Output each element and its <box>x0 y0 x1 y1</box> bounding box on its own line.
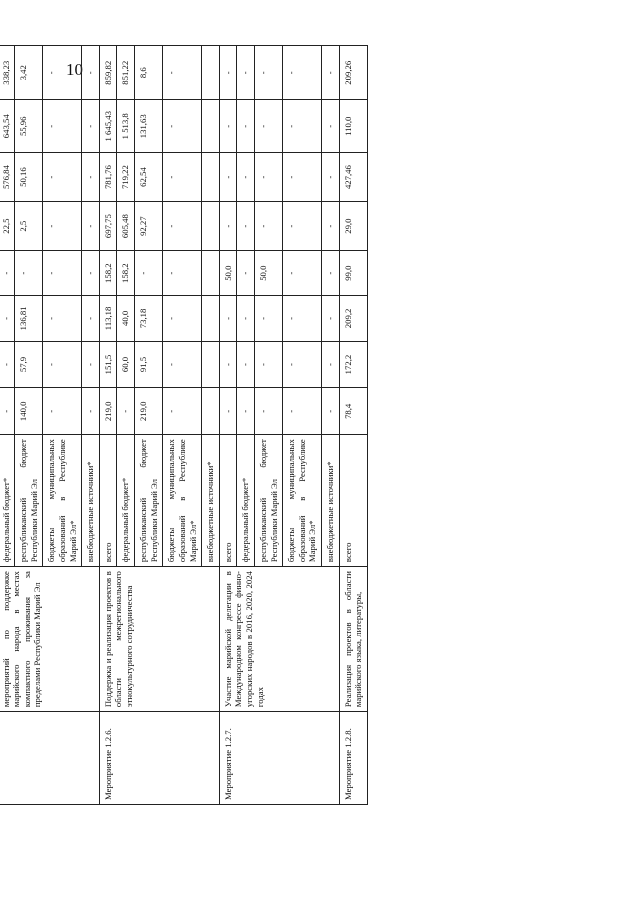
amount-cell: 427,46 <box>339 153 367 202</box>
amount-cell: 50,0 <box>254 251 282 296</box>
amount-cell: 60,0 <box>117 341 135 388</box>
amount-cell: - <box>43 388 82 435</box>
amount-cell: 50,0 <box>219 251 237 296</box>
amount-cell: - <box>163 388 202 435</box>
amount-cell: - <box>283 46 322 100</box>
funding-source-cell: республиканский бюджет Республики Марий Эл <box>15 435 43 567</box>
amount-cell: 62,54 <box>135 153 163 202</box>
amount-cell: - <box>82 153 100 202</box>
amount-cell: 719,22 <box>117 153 135 202</box>
measure-number-cell: Мероприятие 1.2.8. <box>339 712 367 805</box>
measure-number-cell: Мероприятие 1.2.6. <box>99 712 219 805</box>
amount-cell: 172,2 <box>339 341 367 388</box>
amount-cell: 3,42 <box>15 46 43 100</box>
amount-cell: - <box>43 251 82 296</box>
amount-cell: 158,2 <box>117 251 135 296</box>
amount-cell: 209,26 <box>339 46 367 100</box>
amount-cell <box>202 251 220 296</box>
amount-cell: - <box>237 341 255 388</box>
measure-number-cell <box>0 712 99 805</box>
funding-source-cell: бюджеты муниципальных образований в Республике Марий Эл* <box>43 435 82 567</box>
amount-cell <box>202 100 220 153</box>
measure-description-cell: Участие марийской делегации в Международном конгрессе финно-угорских народов в 2016, 2020, 2024 годах <box>219 567 339 712</box>
page-number: 10 <box>66 60 83 79</box>
funding-source-cell: бюджеты муниципальных образований в Республике Марий Эл* <box>283 435 322 567</box>
amount-cell: - <box>254 100 282 153</box>
amount-cell: - <box>163 153 202 202</box>
table-row <box>99 46 117 805</box>
amount-cell <box>202 388 220 435</box>
amount-cell: - <box>283 388 322 435</box>
funding-source-cell: республиканский бюджет Республики Марий Эл <box>254 435 282 567</box>
amount-cell: 151,5 <box>99 341 117 388</box>
amount-cell: 219,0 <box>99 388 117 435</box>
amount-cell: 643,54 <box>0 100 15 153</box>
table-row <box>0 46 15 805</box>
amount-cell: - <box>82 341 100 388</box>
amount-cell: - <box>43 296 82 341</box>
amount-cell: - <box>117 388 135 435</box>
amount-cell: - <box>322 388 340 435</box>
amount-cell <box>202 341 220 388</box>
amount-cell: - <box>283 341 322 388</box>
amount-cell: - <box>283 153 322 202</box>
amount-cell: - <box>254 202 282 251</box>
amount-cell: 55,96 <box>15 100 43 153</box>
table-body <box>0 46 367 805</box>
amount-cell: - <box>322 46 340 100</box>
amount-cell: - <box>237 202 255 251</box>
amount-cell: - <box>219 388 237 435</box>
measure-number-cell: Мероприятие 1.2.7. <box>219 712 339 805</box>
funding-source-cell: всего <box>339 435 367 567</box>
amount-cell: - <box>322 341 340 388</box>
amount-cell: - <box>237 46 255 100</box>
amount-cell: - <box>0 251 15 296</box>
funding-source-cell: федеральный бюджет* <box>117 435 135 567</box>
amount-cell: - <box>219 202 237 251</box>
amount-cell: 158,2 <box>99 251 117 296</box>
amount-cell: - <box>219 153 237 202</box>
amount-cell: - <box>237 296 255 341</box>
funding-source-cell: федеральный бюджет* <box>0 435 15 567</box>
amount-cell: 73,18 <box>135 296 163 341</box>
amount-cell: - <box>163 296 202 341</box>
amount-cell: - <box>283 100 322 153</box>
table-row <box>219 46 237 805</box>
amount-cell: - <box>254 46 282 100</box>
amount-cell: 40,0 <box>117 296 135 341</box>
amount-cell: - <box>82 46 100 100</box>
amount-cell: - <box>82 251 100 296</box>
amount-cell: 22,5 <box>0 202 15 251</box>
funding-table <box>0 45 368 805</box>
amount-cell: - <box>219 296 237 341</box>
amount-cell: 78,4 <box>339 388 367 435</box>
funding-source-cell: всего <box>99 435 117 567</box>
amount-cell: 99,0 <box>339 251 367 296</box>
amount-cell: - <box>283 251 322 296</box>
rotated-page <box>0 45 524 905</box>
amount-cell: - <box>43 100 82 153</box>
amount-cell: - <box>237 100 255 153</box>
amount-cell: 2,5 <box>15 202 43 251</box>
funding-source-cell: внебюджетные источники* <box>202 435 220 567</box>
funding-source-cell: всего <box>219 435 237 567</box>
amount-cell: 140,0 <box>15 388 43 435</box>
amount-cell: 1 645,43 <box>99 100 117 153</box>
amount-cell: 697,75 <box>99 202 117 251</box>
amount-cell: - <box>82 202 100 251</box>
amount-cell: - <box>43 202 82 251</box>
amount-cell <box>202 46 220 100</box>
funding-source-cell: внебюджетные источники* <box>322 435 340 567</box>
amount-cell <box>202 296 220 341</box>
funding-source-cell: бюджеты муниципальных образований в Республике Марий Эл* <box>163 435 202 567</box>
amount-cell: 110,0 <box>339 100 367 153</box>
amount-cell: 781,76 <box>99 153 117 202</box>
amount-cell: - <box>283 296 322 341</box>
amount-cell: - <box>0 388 15 435</box>
amount-cell: - <box>0 341 15 388</box>
amount-cell: - <box>254 388 282 435</box>
amount-cell: - <box>135 251 163 296</box>
amount-cell: 50,16 <box>15 153 43 202</box>
amount-cell <box>202 202 220 251</box>
amount-cell: 851,22 <box>117 46 135 100</box>
amount-cell: - <box>322 100 340 153</box>
amount-cell: - <box>322 202 340 251</box>
amount-cell: - <box>43 153 82 202</box>
measure-description-cell: Поддержка и реализация проектов в области межрегионального этнокультурного сотрудничества <box>99 567 219 712</box>
amount-cell: 1 513,8 <box>117 100 135 153</box>
amount-cell: 576,84 <box>0 153 15 202</box>
amount-cell <box>202 153 220 202</box>
amount-cell: - <box>322 153 340 202</box>
table-row <box>339 46 367 805</box>
amount-cell: - <box>163 251 202 296</box>
amount-cell: 131,63 <box>135 100 163 153</box>
amount-cell: - <box>237 251 255 296</box>
amount-cell: - <box>254 296 282 341</box>
amount-cell: 209,2 <box>339 296 367 341</box>
amount-cell: - <box>163 100 202 153</box>
amount-cell: 92,27 <box>135 202 163 251</box>
funding-source-cell: республиканский бюджет Республики Марий Эл <box>135 435 163 567</box>
amount-cell: - <box>219 46 237 100</box>
amount-cell: - <box>0 296 15 341</box>
amount-cell: - <box>43 341 82 388</box>
amount-cell: - <box>43 46 82 100</box>
amount-cell: - <box>163 46 202 100</box>
amount-cell: 8,6 <box>135 46 163 100</box>
amount-cell: - <box>322 296 340 341</box>
amount-cell: - <box>237 153 255 202</box>
measure-description-cell: Реализация проектов в области марийского языка, литературы, <box>339 567 367 712</box>
funding-source-cell: федеральный бюджет* <box>237 435 255 567</box>
amount-cell: - <box>163 341 202 388</box>
amount-cell: 338,23 <box>0 46 15 100</box>
amount-cell: - <box>254 341 282 388</box>
amount-cell: 113,18 <box>99 296 117 341</box>
amount-cell: - <box>237 388 255 435</box>
amount-cell: - <box>15 251 43 296</box>
amount-cell: 859,82 <box>99 46 117 100</box>
amount-cell: - <box>219 341 237 388</box>
amount-cell: 136,81 <box>15 296 43 341</box>
amount-cell: - <box>283 202 322 251</box>
amount-cell: - <box>82 388 100 435</box>
amount-cell: - <box>219 100 237 153</box>
funding-source-cell: внебюджетные источники* <box>82 435 100 567</box>
amount-cell: - <box>82 100 100 153</box>
amount-cell: 29,0 <box>339 202 367 251</box>
amount-cell: 605,48 <box>117 202 135 251</box>
measure-description-cell: мероприятий по поддержке марийского народа в местах компактного проживания за пределами Республики Марий Эл <box>0 567 99 712</box>
amount-cell: 219,0 <box>135 388 163 435</box>
amount-cell: - <box>163 202 202 251</box>
amount-cell: - <box>254 153 282 202</box>
amount-cell: - <box>322 251 340 296</box>
amount-cell: 91,5 <box>135 341 163 388</box>
amount-cell: 57,9 <box>15 341 43 388</box>
amount-cell: - <box>82 296 100 341</box>
